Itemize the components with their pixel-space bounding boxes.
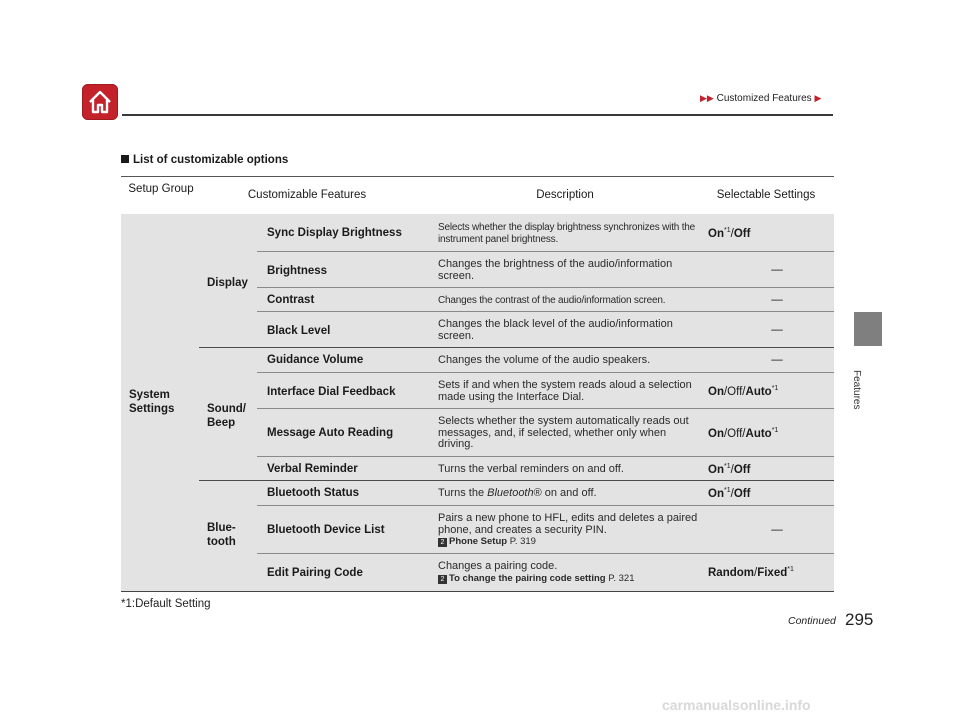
selectable-settings: —: [771, 524, 783, 536]
selectable-settings: —: [771, 324, 783, 336]
feature-description: Changes the volume of the audio speakers.: [438, 354, 651, 366]
feature-description: Changes the brightness of the audio/information screen.: [438, 258, 673, 282]
table-row: [257, 408, 834, 457]
watermark: carmanualsonline.info: [662, 697, 811, 713]
feature-name: Verbal Reminder: [267, 463, 358, 475]
header-rule: [122, 114, 833, 116]
breadcrumb[interactable]: [700, 93, 821, 104]
heading-text: List of customizable options: [133, 154, 289, 166]
footnote: *1:Default Setting: [121, 598, 211, 610]
column-header: Customizable Features: [247, 189, 367, 201]
column-header: Description: [536, 189, 594, 201]
selectable-settings: On/Off/Auto$^{*1}$: [708, 385, 779, 398]
page-number: 295: [845, 610, 874, 629]
table-row: [257, 372, 834, 409]
feature-name: Interface Dial Feedback: [267, 386, 396, 398]
table-row: [257, 214, 834, 251]
table-row: [257, 348, 834, 372]
page-reference[interactable]: 2 To change the pairing code setting P. 321: [438, 573, 634, 584]
feature-description: Selects whether the system automatically reads out messages, and, if selected, whether only when driving.: [438, 415, 689, 450]
page-reference[interactable]: 2 Phone Setup P. 319: [438, 536, 536, 547]
group-label: System Settings: [129, 389, 175, 415]
feature-name: Message Auto Reading: [267, 427, 394, 439]
breadcrumb-label: Customized Features: [716, 93, 812, 104]
arrow-right-icon: ▶▶: [700, 93, 714, 103]
table-row: [257, 553, 834, 592]
feature-name: Bluetooth Status: [267, 487, 359, 499]
selectable-settings: On$^{*1}$/Off: [708, 487, 751, 500]
selectable-settings: —: [771, 264, 783, 276]
square-bullet-icon: [121, 155, 129, 163]
feature-name: Brightness: [267, 265, 328, 277]
section-label: Features: [851, 370, 862, 410]
home-icon: [86, 88, 114, 116]
column-header: Setup Group: [128, 183, 194, 195]
feature-description: Changes a pairing code. 2 To change the pairing code setting P. 321: [438, 560, 635, 584]
subgroup-label: Display: [207, 277, 248, 289]
feature-description: Changes the contrast of the audio/information screen.: [438, 295, 666, 306]
selectable-settings: —: [771, 294, 783, 306]
feature-description: Turns the verbal reminders on and off.: [438, 463, 624, 475]
options-table: [121, 214, 834, 592]
feature-description: Changes the black level of the audio/information screen.: [438, 318, 673, 342]
feature-description: Pairs a new phone to HFL, edits and deletes a paired phone, and creates a security PIN. 2 Phone Setup P. 319: [438, 512, 698, 547]
feature-name: Contrast: [267, 294, 315, 306]
table-header: [121, 176, 834, 216]
feature-description: Turns the Bluetooth® on and off.: [438, 487, 597, 499]
home-button[interactable]: [82, 84, 118, 120]
table-row: [257, 456, 834, 481]
selectable-settings: Random/Fixed$^{*1}$: [708, 566, 794, 579]
feature-name: Edit Pairing Code: [267, 567, 363, 579]
feature-description: Sets if and when the system reads aloud a selection made using the Interface Dial.: [438, 379, 692, 403]
arrow-right-icon: ▶: [814, 93, 822, 103]
feature-name: Sync Display Brightness: [267, 227, 402, 239]
column-header: Selectable Settings: [716, 189, 816, 201]
feature-name: Guidance Volume: [267, 354, 364, 366]
selectable-settings: On$^{*1}$/Off: [708, 227, 751, 240]
continued-label: Continued: [788, 615, 836, 627]
table-row: [257, 287, 834, 312]
feature-name: Black Level: [267, 325, 331, 337]
feature-description: Selects whether the display brightness synchronizes with the instrument panel brightness.: [438, 222, 696, 245]
subgroup-label: Sound/ Beep: [207, 403, 246, 429]
feature-name: Bluetooth Device List: [267, 524, 385, 536]
section-tab[interactable]: [854, 312, 882, 346]
subgroup-label: Blue- tooth: [207, 522, 236, 548]
reference-arrow-icon: 2: [438, 538, 447, 547]
section-heading: [121, 154, 288, 166]
selectable-settings: On$^{*1}$/Off: [708, 463, 751, 476]
reference-arrow-icon: 2: [438, 575, 447, 584]
table-row: [257, 505, 834, 554]
selectable-settings: On/Off/Auto$^{*1}$: [708, 427, 779, 440]
selectable-settings: —: [771, 354, 783, 366]
table-row: [257, 481, 834, 505]
table-row: [257, 251, 834, 288]
table-row: [257, 311, 834, 348]
